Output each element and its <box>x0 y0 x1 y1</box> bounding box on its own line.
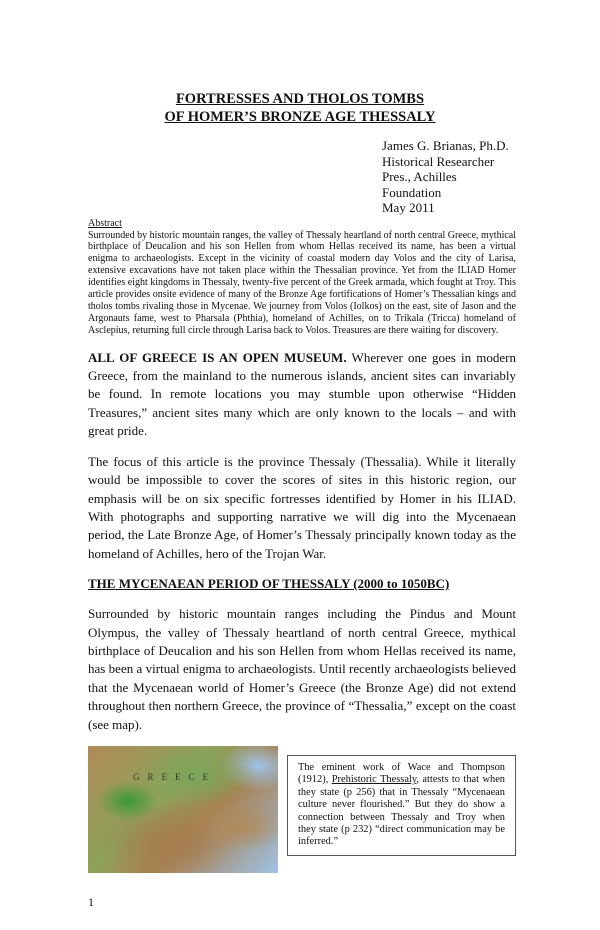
paragraph-1 <box>88 349 516 441</box>
page-number: 1 <box>88 894 94 909</box>
author-block <box>382 138 516 216</box>
figure-row <box>88 746 516 873</box>
quote-text-a: The eminent work of Wace and Thompson (1912), <box>298 761 505 786</box>
author-name: James G. Brianas, Ph.D. <box>382 138 509 153</box>
quote-text-b: , attests to that when they state (p 256) that in Thessaly “Mycenaean culture never flourished.” But they do show a connection between Thessaly and Troy when they state (p 232) “direct communication may be inferred.” <box>298 774 505 848</box>
thessaly-map-image <box>88 746 278 873</box>
paragraph-1-text: Wherever one goes in modern Greece, from the mainland to the numerous islands, ancient sites can invariably be found. In remote locations you may stumble upon otherwise “Hidden Treasures,” ancient sites many which are only known to the locals – and with great pride. <box>88 349 516 439</box>
author-date: May 2011 <box>382 200 435 215</box>
book-title: Prehistoric Thessaly <box>331 774 417 786</box>
author-affiliation: Pres., Achilles Foundation <box>382 169 457 200</box>
abstract-label: Abstract <box>88 217 122 229</box>
paragraph-2: The focus of this article is the province Thessaly (Thessalia). While it literally would be impossible to cover the scores of sites in this historic region, our emphasis will be on six specific fortresses identified by Homer in his ILIAD. With photographs and supporting narrative we will dig into the Mycenaean period, the Late Bronze Age, of Homer’s Thessaly principally known today as the homeland of Achilles, hero of the Trojan War. <box>88 453 516 561</box>
abstract-text: Surrounded by historic mountain ranges, the valley of Thessaly heartland of north central Greece, mythical birthplace of Deucalion and his son Hellen from whom Hellas received its name, has been a virtual enigma to archaeologists. Except in the vicinity of coastal modern day Volos and the city of Larisa, extensive excavations have not taken place within the Thessalian province. Yet from the ILIAD Homer identifies eight kingdoms in Thessaly, twenty-five percent of the Greek armada, which fought at Troy. This article provides onsite evidence of many of the Bronze Age fortifications of Homer’s Thessalian kings and tholos tombs rivaling those in Mycenae. We journey from Volos (Iolkos) on the east, site of Jason and the Argonauts fame, west to Pharsala (Phthia), homeland of Achilles, on to Trikala (Tricca) homeland of Asclepius, returning full circle through Larisa back to Volos. Treasures are there waiting for discovery. <box>88 229 517 336</box>
title-line-2: OF HOMER’S BRONZE AGE THESSALY <box>164 109 436 125</box>
paragraph-1-lead: ALL OF GREECE IS AN OPEN MUSEUM. <box>88 349 347 365</box>
author-role: Historical Researcher <box>382 153 495 169</box>
section-heading: THE MYCENAEAN PERIOD OF THESSALY (2000 to 1050BC) <box>88 576 450 592</box>
title-line-1: FORTRESSES AND THOLOS TOMBS <box>175 91 425 107</box>
quote-box <box>287 755 516 856</box>
document-title <box>0 90 600 126</box>
map-label: GREECE <box>133 771 216 782</box>
paragraph-3: Surrounded by historic mountain ranges including the Pindus and Mount Olympus, the valley of Thessaly heartland of north central Greece, mythical birthplace of Deucalion and his son Hellen from whom Hellas received its name, has been a virtual enigma to archaeologists. Until recently archaeologists believed that the Mycenaean world of Homer’s Greece (the Bronze Age) did not extend throughout then northern Greece, the province of “Thessalia,” except on the coast (see map). <box>88 606 516 732</box>
